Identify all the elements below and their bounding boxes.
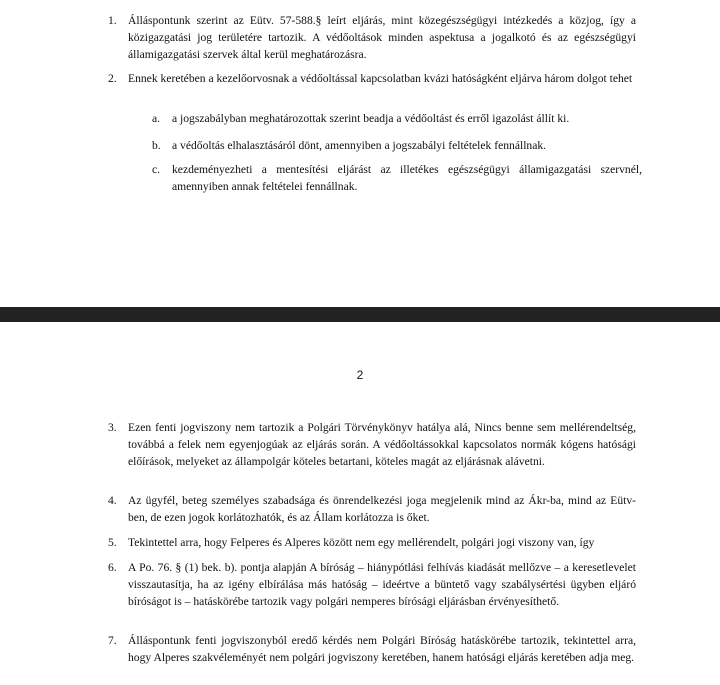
item-number: 2. [108,72,117,85]
item-text: Ezen fenti jogviszony nem tartozik a Polgári Törvénykönyv hatálya alá, Nincs benne sem mellérendeltség, továbbá a felek nem egyenjogúak az eljárás során. A védőoltássokkal kapcsolatos normák kógens hatósági előírások, melyeket az állampolgár köteles betartani, köteles magát az eljárásnak alávetni. [128,421,636,468]
item-number: 6. [108,561,117,574]
sub-item-letter: b. [152,139,161,152]
sub-item-text: a védőoltás elhalasztásáról dönt, amennyiben a jogszabályi feltételek fennállnak. [172,139,547,152]
sub-item-text: a jogszabályban meghatározottak szerint beadja a védőoltást és erről igazolást állít ki. [172,112,570,125]
item-text: Az ügyfél, beteg személyes szabadsága és önrendelkezési joga megjelenik mind az Ákr-ba, mind az Eütv-ben, de ezen jogok korlátozhatók, és az Állam korlátozza is őket. [128,494,636,524]
item-number: 7. [108,634,117,647]
document-page-1 [0,0,720,307]
item-number: 5. [108,536,117,549]
sub-item-text: kezdeményezheti a mentesítési eljárást az illetékes egészségügyi államigazgatási szervnél, amennyiben annak feltételei fennállnak. [172,163,642,193]
item-number: 4. [108,494,117,507]
item-number: 3. [108,421,117,434]
item-text: Álláspontunk fenti jogviszonyból eredő kérdés nem Polgári Bíróság hatáskörébe tartozik, tekintettel arra, hogy Alperes szakvéleményét nem polgári jogviszony keretében, hanem hatósági eljárás keretében adja meg. [128,634,636,664]
sub-item-letter: a. [152,112,161,125]
page-separator [0,307,720,322]
item-text: Álláspontunk szerint az Eütv. 57-588.§ leírt eljárás, mint közegészségügyi intézkedés a közjog, így a közigazgatási jog területére tartozik. A védőoltások minden aspektusa a jogalkotó és az egészségügyi államigazgatási szervek által kerül meghatározásra. [128,14,636,61]
page-number: 2 [356,368,364,382]
item-number: 1. [108,14,117,27]
item-text: Tekintettel arra, hogy Felperes és Alperes között nem egy mellérendelt, polgári jogi viszony van, így [128,536,595,549]
sub-item-letter: c. [152,163,161,176]
document-page-2 [0,322,720,685]
item-text: Ennek keretében a kezelőorvosnak a védőoltással kapcsolatban kvázi hatóságként eljárva három dolgot tehet [128,72,633,85]
item-text: A Po. 76. § (1) bek. b). pontja alapján A bíróság – hiánypótlási felhívás kiadását mellőzve – a keresetlevelet visszautasítja, ha az igény elbírálása más hatóság – ideértve a büntető vagy szabálysértési ügyben eljáró bíróságot is – hatáskörébe tartozik vagy polgári nemperes bírósági eljárásban érvényesíthető. [128,561,636,608]
